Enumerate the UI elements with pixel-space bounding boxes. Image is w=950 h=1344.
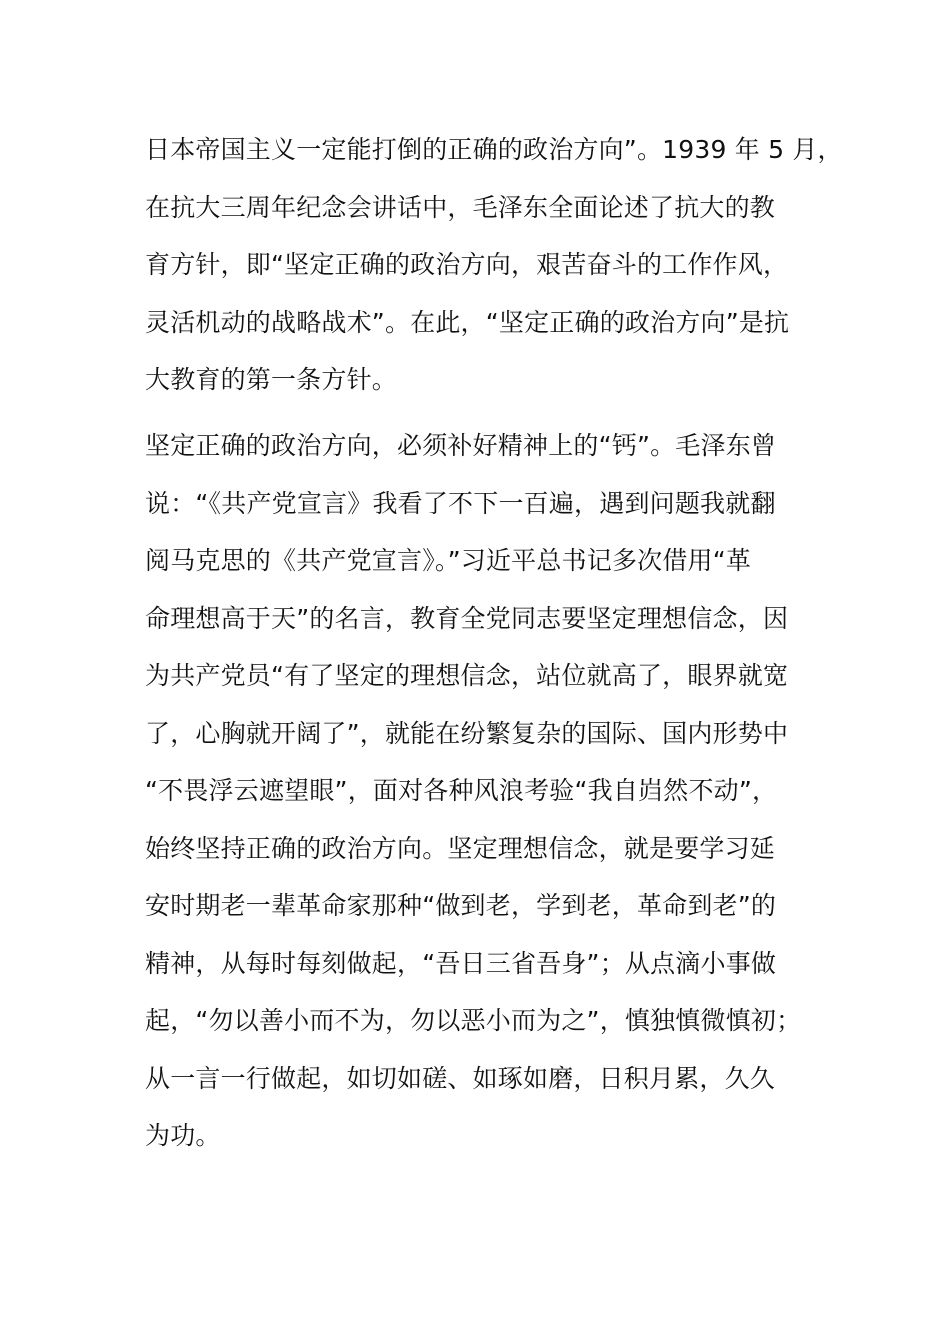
paragraph-line: 精神，从每时每刻做起，“吾日三省吾身”；从点滴小事做 <box>145 948 777 978</box>
paragraph-line: 始终坚持正确的政治方向。坚定理想信念，就是要学习延 <box>145 833 776 863</box>
paragraph-line: 为功。 <box>145 1121 221 1150</box>
paragraph-line: 从一言一行做起，如切如磋、如琢如磨，日积月累，久久 <box>145 1063 776 1093</box>
paragraph-line: “不畏浮云遮望眼”，面对各种风浪考验“我自岿然不动”， <box>145 776 778 805</box>
paragraph-line: 坚定正确的政治方向，必须补好精神上的“钙”。毛泽东曾 <box>145 431 777 460</box>
paragraph-line: 为共产党员“有了坚定的理想信念，站位就高了，眼界就宽 <box>145 661 789 690</box>
paragraph-line: 育方针，即“坚定正确的政治方向，艰苦奋斗的工作作风， <box>145 250 789 279</box>
paragraph-2 <box>145 417 845 1165</box>
paragraph-line: 日本帝国主义一定能打倒的正确的政治方向”。1939 年 5 月， <box>145 135 843 164</box>
paragraph-line: 起，“勿以善小而不为，勿以恶小而为之”，慎独慎微慎初； <box>145 1006 802 1035</box>
paragraph-line: 阅马克思的《共产党宣言》。”习近平总书记多次借用“革 <box>145 546 752 575</box>
paragraph-line: 命理想高于天”的名言，教育全党同志要坚定理想信念，因 <box>145 603 789 633</box>
paragraph-1 <box>145 121 845 409</box>
paragraph-line: 灵活机动的战略战术”。在此，“坚定正确的政治方向”是抗 <box>145 307 790 337</box>
paragraph-line: 安时期老一辈革命家那种“做到老，学到老，革命到老”的 <box>145 891 777 920</box>
paragraph-line: 大教育的第一条方针。 <box>145 365 398 394</box>
paragraph-line: 在抗大三周年纪念会讲话中，毛泽东全面论述了抗大的教 <box>145 192 776 222</box>
paragraph-line: 说：“《共产党宣言》我看了不下一百遍，遇到问题我就翻 <box>145 488 776 518</box>
paragraph-line: 了，心胸就开阔了”，就能在纷繁复杂的国际、国内形势中 <box>145 718 789 748</box>
